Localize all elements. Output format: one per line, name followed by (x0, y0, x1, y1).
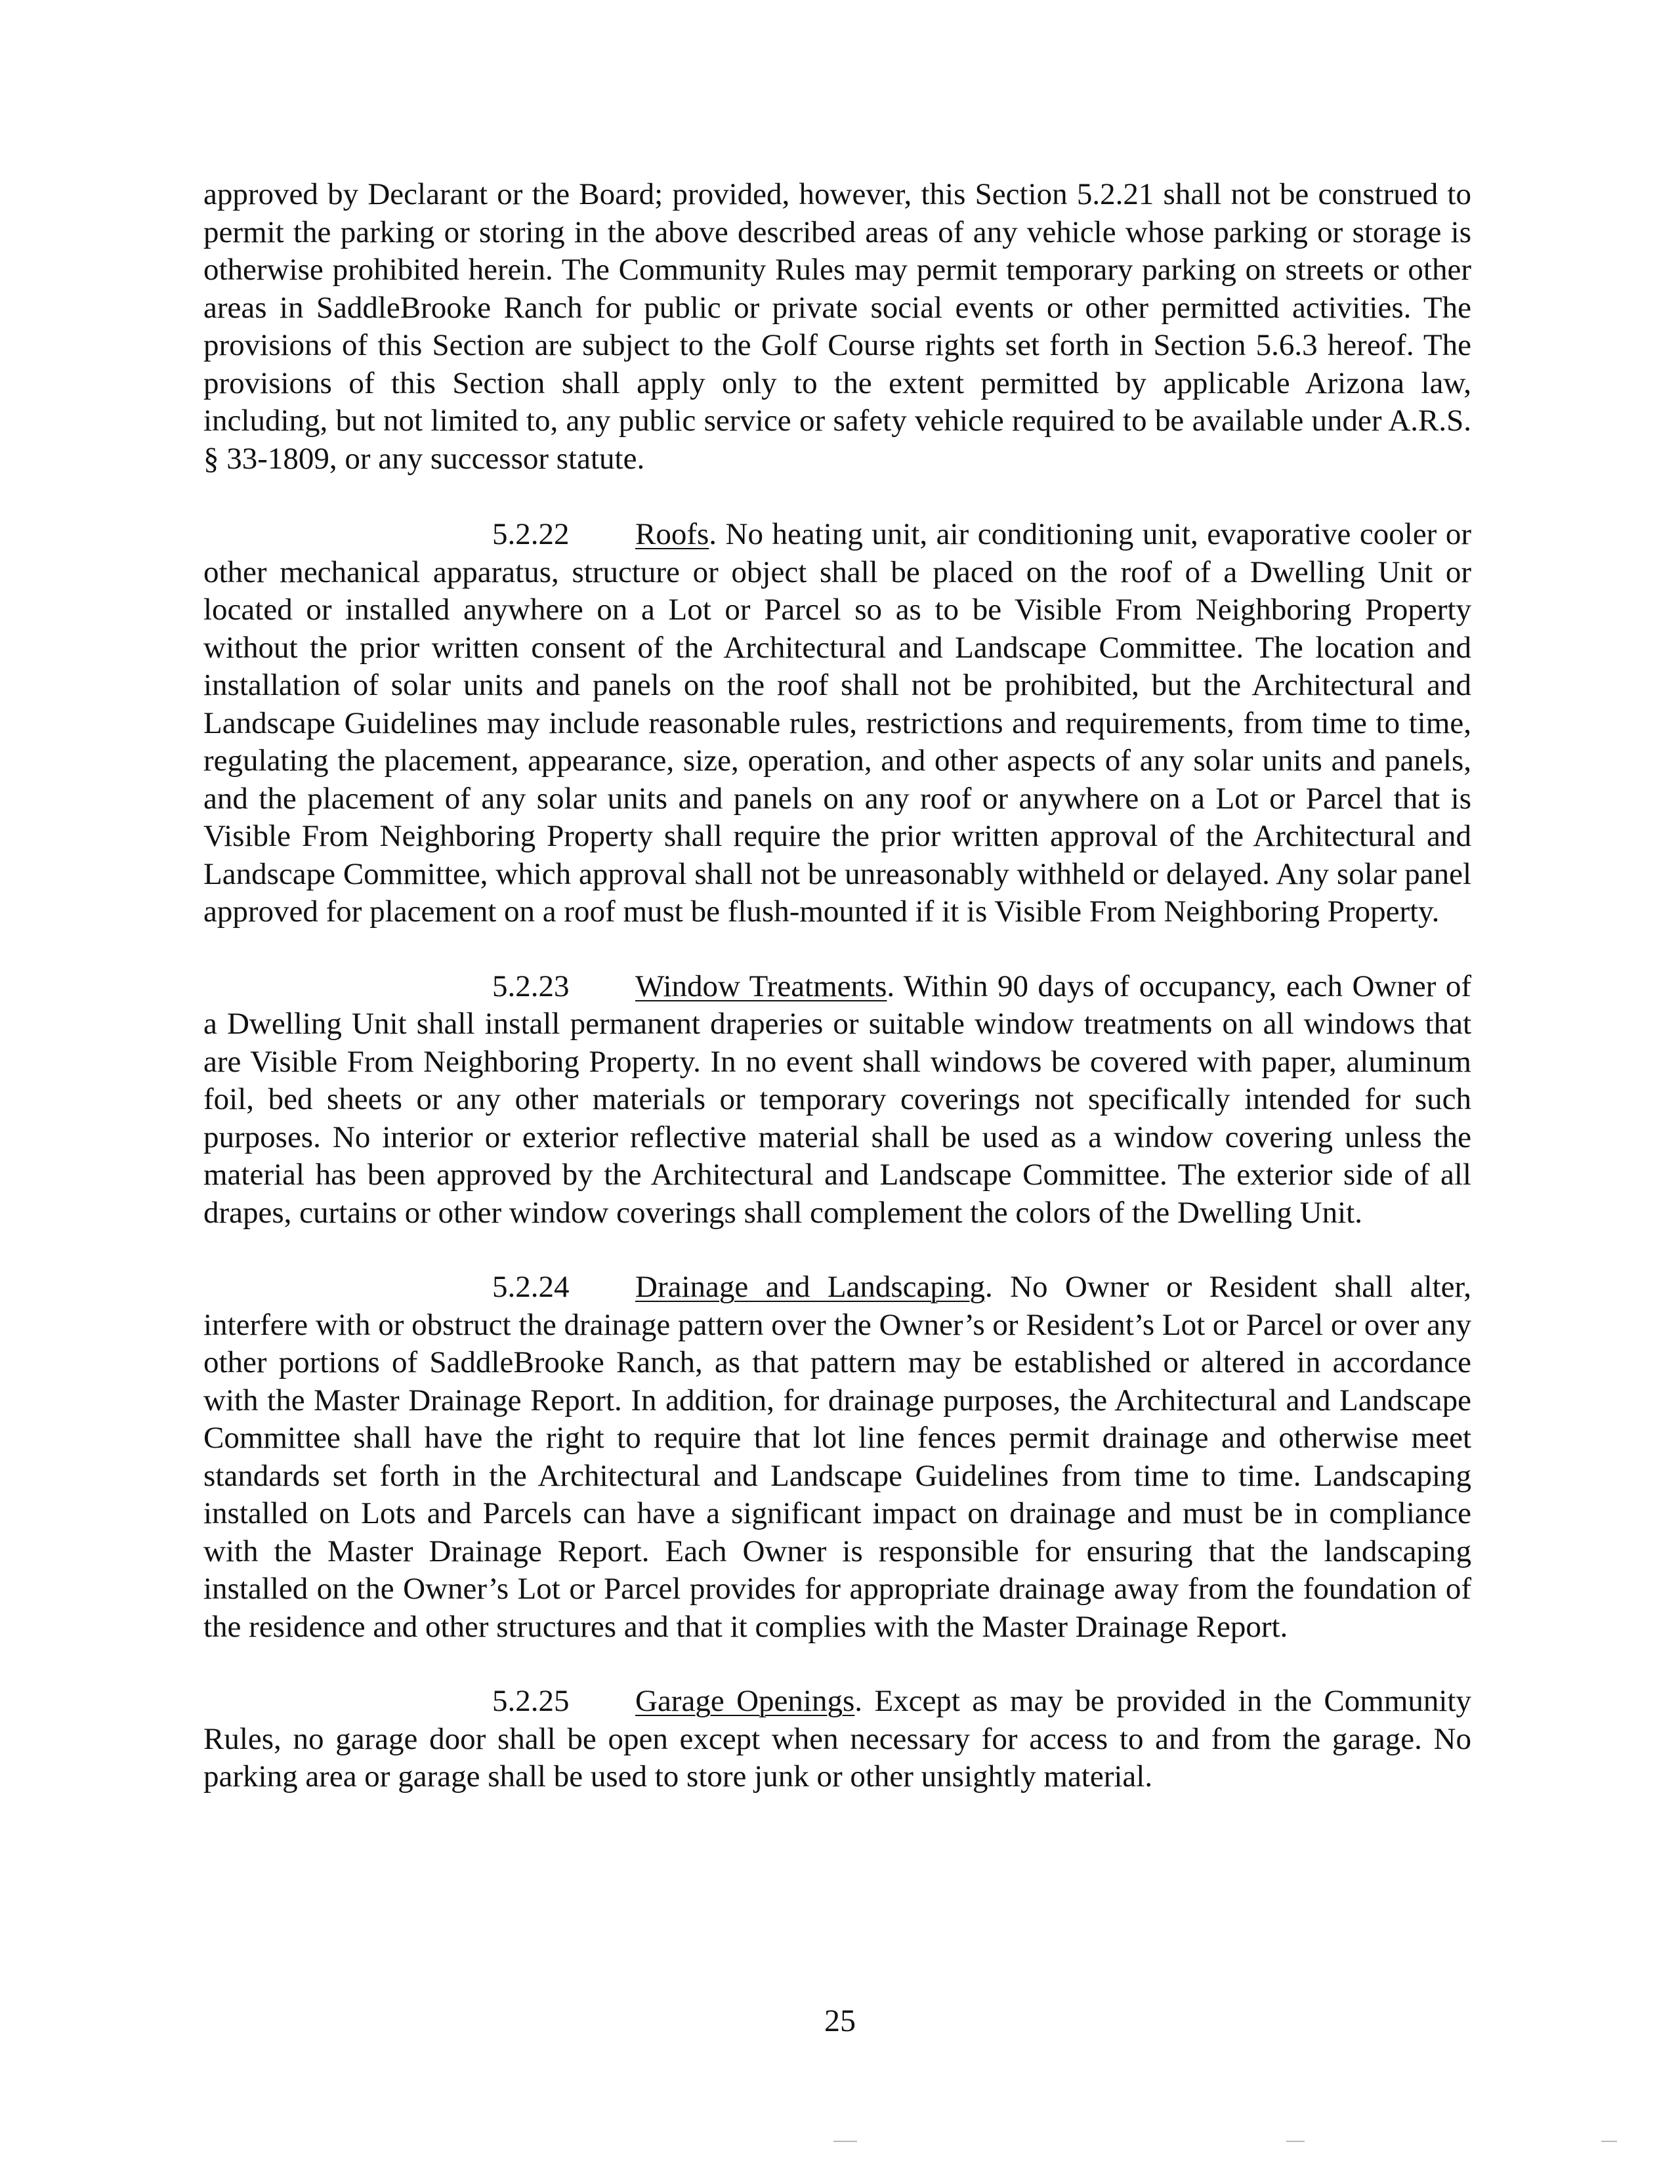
section-5-2-23 (203, 968, 1471, 1232)
section-number: 5.2.22 (492, 517, 570, 551)
section-5-2-24 (203, 1269, 1471, 1646)
section-number: 5.2.23 (492, 969, 570, 1003)
section-number: 5.2.25 (492, 1684, 570, 1718)
section-number: 5.2.24 (492, 1270, 570, 1304)
section-text: . No Owner or Resident shall alter, interfere with or obstruct the drainage pattern over the Owner’s or Resident’s Lot or Parcel or over any other portions of SaddleBrooke Ranch, as that pattern may be established or altered in accordance with the Master Drainage Report. In addition, for drainage purposes, the Architectural and Landscape Committee shall have the right to require that lot line fences permit drainage and otherwise meet standards set forth in the Architectural and Landscape Guidelines from time to time. Landscaping installed on Lots and Parcels can have a significant impact on drainage and must be in compliance with the Master Drainage Report. Each Owner is responsible for ensuring that the landscaping installed on the Owner’s Lot or Parcel provides for appropriate drainage away from the foundation of the residence and other structures and that it complies with the Master Drainage Report. (203, 1270, 1472, 1644)
scan-artifact (833, 2141, 857, 2142)
section-text: . No heating unit, air conditioning unit, evaporative cooler or other mechanical apparatus, structure or object shall be placed on the roof of a Dwelling Unit or located or installed anywhere on a Lot or Parcel so as to be Visible From Neighboring Property without the prior written consent of the Architectural and Landscape Committee. The location and installation of solar units and panels on the roof shall not be prohibited, but the Architectural and Landscape Guidelines may include reasonable rules, restrictions and requirements, from time to time, regulating the placement, appearance, size, operation, and other aspects of any solar units and panels, and the placement of any solar units and panels on any roof or anywhere on a Lot or Parcel that is Visible From Neighboring Property shall require the prior written approval of the Architectural and Landscape Committee, which approval shall not be unreasonably withheld or delayed. Any solar panel approved for placement on a roof must be flush-mounted if it is Visible From Neighboring Property. (203, 517, 1471, 929)
section-title: Roofs (635, 517, 709, 551)
section-title: Drainage and Landscaping (635, 1270, 985, 1304)
section-text: . Within 90 days of occupancy, each Owner of a Dwelling Unit shall install permanent draperies or suitable window treatments on all windows that are Visible From Neighboring Property. In no event shall windows be covered with paper, aluminum foil, bed sheets or any other materials or temporary coverings not specifically intended for such purposes. No interior or exterior reflective material shall be used as a window covering unless the material has been approved by the Architectural and Landscape Committee. The exterior side of all drapes, curtains or other window coverings shall complement the colors of the Dwelling Unit. (203, 969, 1471, 1230)
section-5-2-25 (203, 1683, 1471, 1796)
section-title: Garage Openings (635, 1684, 855, 1718)
section-title: Window Treatments (635, 969, 887, 1003)
section-text: . Except as may be provided in the Community Rules, no garage door shall be open except when necessary for access to and from the garage. No parking area or garage shall be used to store junk or other unsightly material. (203, 1684, 1471, 1794)
intro-paragraph: approved by Declarant or the Board; provided, however, this Section 5.2.21 shall not be construed to permit the parking or storing in the above described areas of any vehicle whose parking or storage is otherwise prohibited herein. The Community Rules may permit temporary parking on streets or other areas in SaddleBrooke Ranch for public or private social events or other permitted activities. The provisions of this Section are subject to the Golf Course rights set forth in Section 5.6.3 hereof. The provisions of this Section shall apply only to the extent permitted by applicable Arizona law, including, but not limited to, any public service or safety vehicle required to be available under A.R.S. § 33-1809, or any successor statute. (203, 177, 1471, 476)
page-number: 25 (824, 2004, 856, 2038)
document-body (203, 176, 1471, 1833)
section-5-2-22 (203, 516, 1471, 931)
scan-artifact (1601, 2141, 1617, 2142)
scan-artifact (1286, 2141, 1305, 2142)
